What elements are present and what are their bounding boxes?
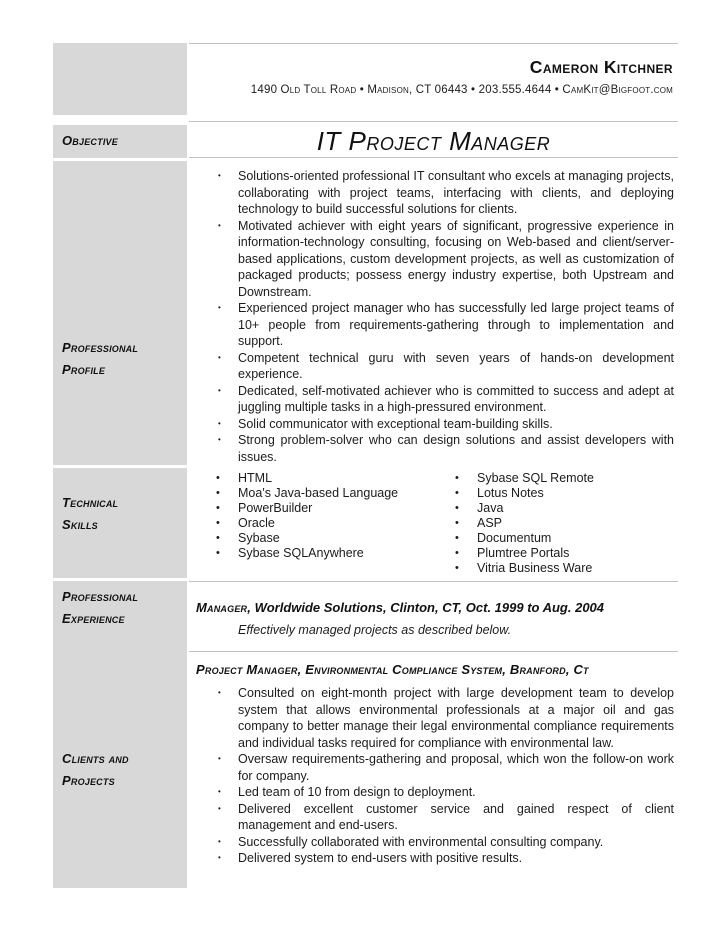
list-item: • Strong problem-solver who can design solutions and assist developers with issues.	[189, 432, 678, 465]
bullet-icon: •	[218, 787, 221, 796]
list-item: • Sybase	[216, 531, 280, 545]
candidate-name: Cameron Kitchner	[529, 57, 673, 77]
bullet-icon: •	[455, 487, 459, 499]
skills-column-left	[189, 471, 428, 578]
bullet-icon: •	[218, 754, 221, 763]
list-item: • Oracle	[216, 516, 275, 530]
header-content	[189, 43, 678, 122]
bullet-icon: •	[455, 502, 459, 514]
list-item: • Lotus Notes	[455, 486, 544, 500]
list-item: • Solid communicator with exceptional team-building skills.	[189, 416, 678, 433]
bullet-icon: •	[218, 220, 221, 230]
job-entry-manager	[189, 582, 678, 651]
list-item: • Documentum	[455, 531, 552, 545]
skills-content	[189, 468, 678, 578]
profile-content	[189, 161, 678, 465]
bullet-icon: •	[218, 688, 221, 697]
list-item: • ASP	[455, 516, 503, 530]
skills-list-right	[428, 471, 678, 576]
skills-list-left	[189, 471, 428, 561]
job-entry-project-manager	[189, 652, 678, 867]
bullet-icon: •	[455, 547, 459, 559]
page-title: IT Project Manager	[316, 126, 551, 156]
list-item: • Successfully collaborated with environmental consulting company.	[189, 834, 678, 851]
sidebar-label: Professional Experience	[62, 589, 139, 626]
bullet-icon: •	[216, 487, 220, 499]
bullet-icon: •	[218, 385, 221, 395]
profile-list	[189, 168, 678, 465]
bullet-icon: •	[455, 472, 459, 484]
bullet-icon: •	[218, 352, 221, 362]
bullet-icon: •	[455, 532, 459, 544]
sidebar-label: Professional Profile	[62, 340, 139, 377]
sidebar-label: Technical Skills	[62, 495, 119, 532]
contact-line: 1490 Old Toll Road • Madison, CT 06443 • 203.555.4644 • CamKit@Bigfoot.com	[250, 84, 673, 96]
list-item: • HTML	[216, 471, 273, 485]
list-item: • Consulted on eight-month project with large development team to develop system that allows environmental professionals at a major oil and gas company to better manage their legal environmental compliance requirements and individual tasks required for compliance with environmental law.	[189, 685, 678, 751]
list-item: • Delivered system to end-users with positive results.	[189, 850, 678, 867]
list-item: • PowerBuilder	[216, 501, 313, 515]
sidebar-label: Clients and Projects	[62, 751, 129, 788]
bullet-icon: •	[218, 836, 221, 846]
list-item: • Moa's Java-based Language	[216, 486, 399, 500]
list-item: • Solutions-oriented professional IT consultant who excels at managing projects, collaborating with project teams, interfacing with clients, and deploying technology to build successful solutions for clients.	[189, 168, 678, 218]
bullet-icon: •	[216, 517, 220, 529]
bullet-icon: •	[218, 418, 221, 428]
list-item: • Sybase SQLAnywhere	[216, 546, 364, 560]
clients-projects-list	[189, 685, 678, 867]
skills-column-right	[428, 471, 678, 578]
experience-content	[189, 581, 678, 888]
job-title: Project Manager, Environmental Compliance System, Branford, Ct	[196, 662, 589, 677]
sidebar-label: Objective	[62, 133, 118, 148]
experience-section	[53, 581, 678, 888]
list-item: • Experienced project manager who has successfully led large project teams of 10+ people from requirements-gathering through to implementation and support.	[189, 300, 678, 350]
bullet-icon: •	[218, 435, 221, 444]
list-item: • Delivered excellent customer service and gained respect of client management and end-users.	[189, 801, 678, 834]
job-summary: Effectively managed projects as described below.	[238, 623, 512, 637]
bullet-icon: •	[218, 303, 221, 312]
header-section	[53, 43, 678, 122]
list-item: • Competent technical guru with seven years of hands-on development experience.	[189, 350, 678, 383]
bullet-icon: •	[455, 562, 459, 574]
bullet-icon: •	[216, 502, 220, 514]
list-item: • Java	[455, 501, 504, 515]
list-item: • Vitria Business Ware	[455, 561, 593, 575]
list-item: • Plumtree Portals	[455, 546, 570, 560]
objective-section	[53, 125, 678, 158]
sidebar-section-technical-skills	[53, 468, 187, 578]
list-item: • Dedicated, self-motivated achiever who is committed to success and adept at juggling multiple tasks in a high-pressured environment.	[189, 383, 678, 416]
bullet-icon: •	[455, 517, 459, 529]
bullet-icon: •	[216, 472, 220, 484]
list-item: • Sybase SQL Remote	[455, 471, 594, 485]
bullet-icon: •	[218, 171, 221, 180]
sidebar-section-professional-profile	[53, 161, 187, 465]
sidebar-section-experience-clients	[53, 581, 187, 888]
job-role: Manager,	[196, 600, 252, 615]
skills-section	[53, 468, 678, 578]
bullet-icon: •	[216, 532, 220, 544]
list-item: • Oversaw requirements-gathering and proposal, which won the follow-on work for company.	[189, 751, 678, 784]
job-title-rest: Worldwide Solutions, Clinton, CT, Oct. 1999 to Aug. 2004	[254, 600, 605, 615]
objective-content	[189, 125, 678, 158]
profile-section	[53, 161, 678, 465]
bullet-icon: •	[218, 803, 221, 813]
job-title	[189, 599, 678, 616]
bullet-icon: •	[218, 853, 221, 862]
bullet-icon: •	[216, 547, 220, 559]
sidebar-spacer-block	[53, 43, 187, 115]
list-item: • Led team of 10 from design to deployment.	[189, 784, 678, 801]
list-item: • Motivated achiever with eight years of significant, progressive experience in information-technology consulting, focusing on Web-based and client/server-based applications, custom development projects, as well as customization of packaged products; possess energy industry expertise, both Upstream and Downstream.	[189, 218, 678, 301]
sidebar-section-objective	[53, 125, 187, 158]
